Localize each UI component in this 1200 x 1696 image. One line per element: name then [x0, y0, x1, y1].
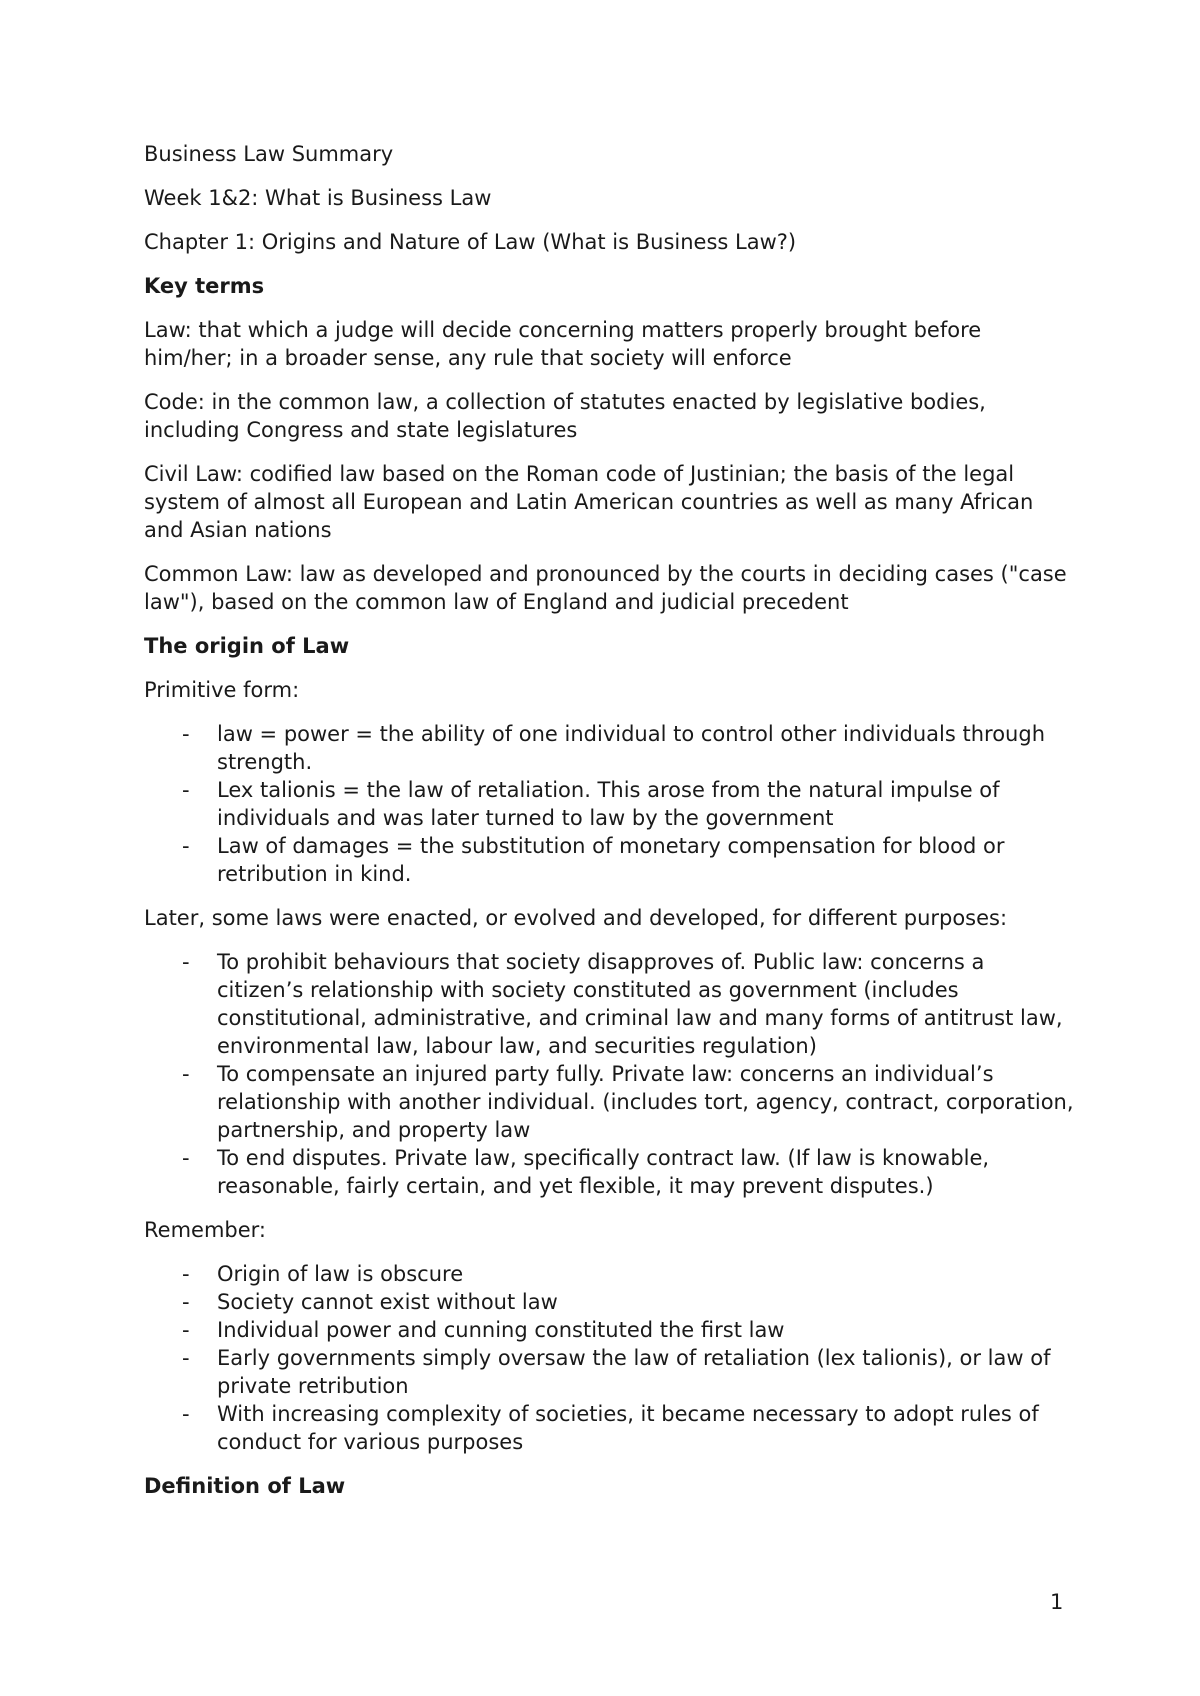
- list-item: - Origin of law is obscure: [144, 1260, 1074, 1288]
- chapter-title: Chapter 1: Origins and Nature of Law (What is Business Law?): [144, 230, 797, 254]
- page-number: 1: [1050, 1590, 1064, 1614]
- list-item: - Individual power and cunning constituted the first law: [144, 1316, 1074, 1344]
- document-title: Business Law Summary: [144, 142, 394, 166]
- origin-heading: The origin of Law: [144, 634, 350, 658]
- definition-law: Law: that which a judge will decide concerning matters properly brought before him/her; in a broader sense, any rule that society will enforce: [144, 318, 982, 370]
- list-item: - Law of damages = the substitution of monetary compensation for blood or retribution in kind.: [144, 832, 1074, 888]
- list-item: - law = power = the ability of one individual to control other individuals through strength.: [144, 720, 1074, 776]
- list-item: - Early governments simply oversaw the law of retaliation (lex talionis), or law of private retribution: [144, 1344, 1074, 1400]
- list-item: - Lex talionis = the law of retaliation. This arose from the natural impulse of individuals and was later turned to law by the government: [144, 776, 1074, 832]
- definition-civil-law: Civil Law: codified law based on the Roman code of Justinian; the basis of the legal system of almost all European and Latin American countries as well as many African and Asian nations: [144, 462, 1034, 542]
- later-purposes-label: Later, some laws were enacted, or evolved and developed, for different purposes:: [144, 906, 1008, 930]
- list-item: - With increasing complexity of societies, it became necessary to adopt rules of conduct for various purposes: [144, 1400, 1074, 1456]
- list-item: - To compensate an injured party fully. Private law: concerns an individual’s relationship with another individual. (includes tort, agency, contract, corporation, partnership, and property law: [144, 1060, 1074, 1144]
- primitive-form-list: [144, 720, 1074, 888]
- remember-list: [144, 1260, 1074, 1456]
- later-purposes-list: [144, 948, 1074, 1200]
- definition-common-law: Common Law: law as developed and pronounced by the courts in deciding cases ("case law"), based on the common law of England and judicial precedent: [144, 562, 1067, 614]
- document-body: [144, 140, 1074, 1516]
- definition-code: Code: in the common law, a collection of statutes enacted by legislative bodies, including Congress and state legislatures: [144, 390, 986, 442]
- definition-of-law-heading: Definition of Law: [144, 1474, 346, 1498]
- primitive-form-label: Primitive form:: [144, 678, 300, 702]
- remember-label: Remember:: [144, 1218, 266, 1242]
- key-terms-heading: Key terms: [144, 274, 265, 298]
- week-title: Week 1&2: What is Business Law: [144, 186, 492, 210]
- list-item: - Society cannot exist without law: [144, 1288, 1074, 1316]
- list-item: - To end disputes. Private law, specifically contract law. (If law is knowable, reasonable, fairly certain, and yet flexible, it may prevent disputes.): [144, 1144, 1074, 1200]
- list-item: - To prohibit behaviours that society disapproves of. Public law: concerns a citizen’s relationship with society constituted as government (includes constitutional, administrative, and criminal law and many forms of antitrust law, environmental law, labour law, and securities regulation): [144, 948, 1074, 1060]
